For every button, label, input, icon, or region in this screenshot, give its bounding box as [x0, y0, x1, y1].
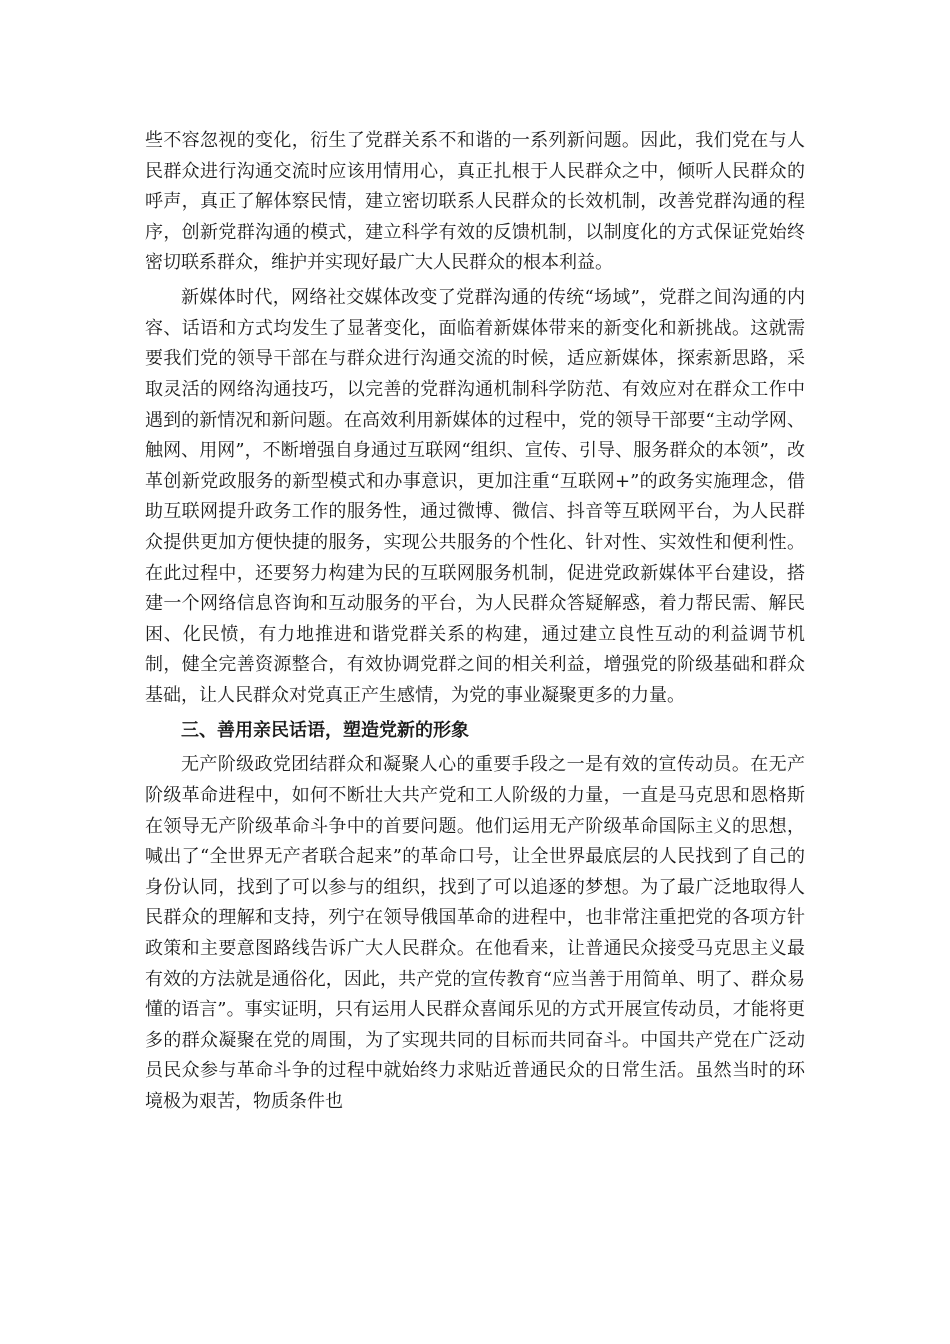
document-page	[145, 126, 805, 1118]
paragraph-new-media: 新媒体时代，网络社交媒体改变了党群沟通的传统“场域”，党群之间沟通的内容、话语和方式均发生了显著变化，面临着新媒体带来的新变化和新挑战。这就需要我们党的领导干部在与群众进行沟通交流的时候，适应新媒体，探索新思路，采取灵活的网络沟通技巧，以完善的党群沟通机制科学防范、有效应对在群众工作中遇到的新情况和新问题。在高效利用新媒体的过程中，党的领导干部要“主动学网、触网、用网”，不断增强自身通过互联网“组织、宣传、引导、服务群众的本领”，改革创新党政服务的新型模式和办事意识，更加注重“互联网+”的政务实施理念，借助互联网提升政务工作的服务性，通过微博、微信、抖音等互联网平台，为人民群众提供更加方便快捷的服务，实现公共服务的个性化、针对性、实效性和便利性。在此过程中，还要努力构建为民的互联网服务机制，促进党政新媒体平台建设，搭建一个网络信息咨询和互动服务的平台，为人民群众答疑解惑，着力帮民需、解民困、化民愤，有力地推进和谐党群关系的构建，通过建立良性互动的利益调节机制，健全完善资源整合，有效协调党群之间的相关利益，增强党的阶级基础和群众基础，让人民群众对党真正产生感情，为党的事业凝聚更多的力量。	[145, 287, 805, 706]
section-heading: 三、善用亲民话语，塑造党新的形象	[181, 719, 469, 741]
paragraph-continued: 些不容忽视的变化，衍生了党群关系不和谐的一系列新问题。因此，我们党在与人民群众进行沟通交流时应该用情用心，真正扎根于人民群众之中，倾听人民群众的呼声，真正了解体察民情，建立密切联系人民群众的长效机制，改善党群沟通的程序，创新党群沟通的模式，建立科学有效的反馈机制，以制度化的方式保证党始终密切联系群众，维护并实现好最广大人民群众的根本利益。	[145, 130, 805, 274]
paragraph-propaganda: 无产阶级政党团结群众和凝聚人心的重要手段之一是有效的宣传动员。在无产阶级革命进程中，如何不断壮大共产党和工人阶级的力量，一直是马克思和恩格斯在领导无产阶级革命斗争中的首要问题。他们运用无产阶级革命国际主义的思想，喊出了“全世界无产者联合起来”的革命口号，让全世界最底层的人民找到了自己的身份认同，找到了可以参与的组织，找到了可以追逐的梦想。为了最广泛地取得人民群众的理解和支持，列宁在领导俄国革命的进程中，也非常注重把党的各项方针政策和主要意图路线告诉广大人民群众。在他看来，让普通民众接受马克思主义最有效的方法就是通俗化，因此，共产党的宣传教育“应当善于用简单、明了、群众易懂的语言”。事实证明，只有运用人民群众喜闻乐见的方式开展宣传动员，才能将更多的群众凝聚在党的周围，为了实现共同的目标而共同奋斗。中国共产党在广泛动员民众参与革命斗争的过程中就始终力求贴近普通民众的日常生活。虽然当时的环境极为艰苦，物质条件也	[145, 754, 805, 1112]
